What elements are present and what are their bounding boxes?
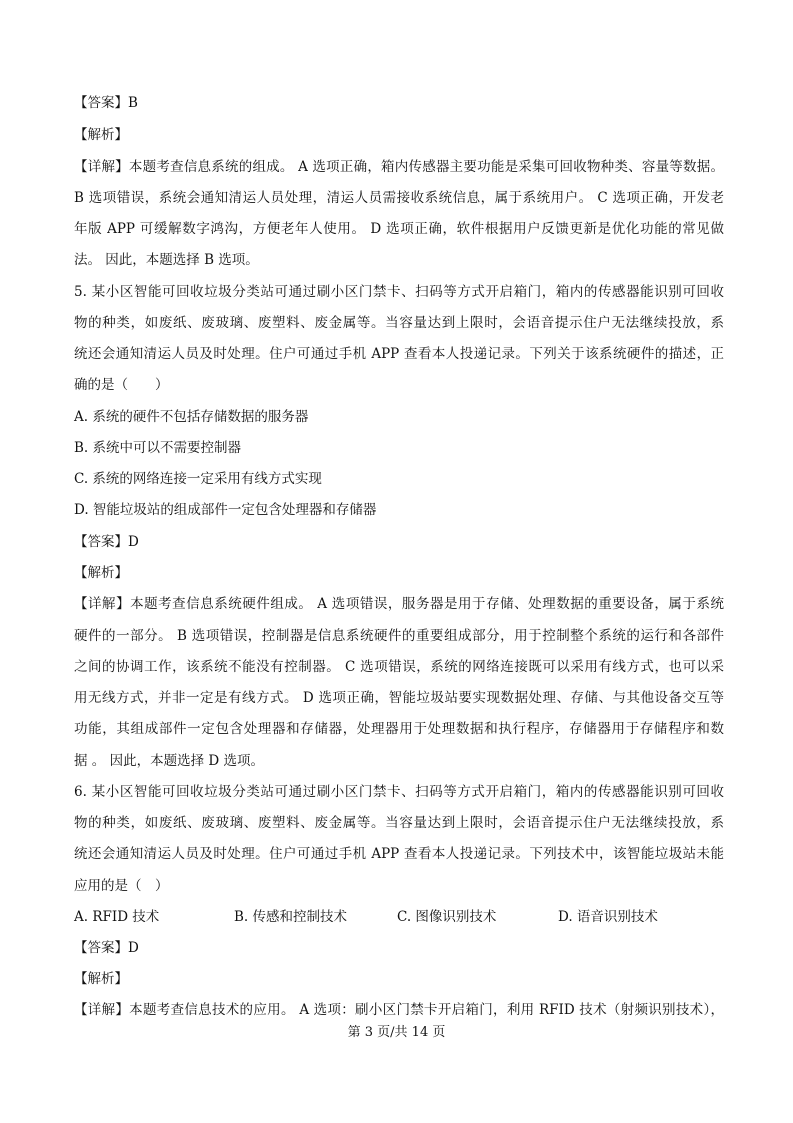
q6-analysis-heading: 【解析】 [74, 971, 128, 987]
q6-option-a: A. RFID 技术 [74, 909, 160, 925]
q5-detail-line: 【详解】本题考查信息系统硬件组成。 A 选项错误，服务器是用于存储、处理数据的重要设备，属于系统 [74, 596, 724, 612]
q5-stem-line: 物的种类，如废纸、废玻璃、废塑料、废金属等。当容量达到上限时，会语音提示住户无法继续投放，系 [74, 315, 724, 331]
q6-stem-line: 统还会通知清运人员及时处理。住户可通过手机 APP 查看本人投递记录。下列技术中，该智能垃圾站未能 [74, 846, 724, 862]
q5-option-d: D. 智能垃圾站的组成部件一定包含处理器和存储器 [74, 502, 377, 518]
q4-detail-line: 【详解】本题考查信息系统的组成。 A 选项正确，箱内传感器主要功能是采集可回收物种类、容量等数据。 [74, 159, 724, 175]
q4-analysis-heading: 【解析】 [74, 127, 128, 143]
q6-detail-line: 【详解】本题考查信息技术的应用。 A 选项：刷小区门禁卡开启箱门，利用 RFID 技术（射频识别技术）， [74, 1002, 724, 1018]
q5-option-a: A. 系统的硬件不包括存储数据的服务器 [74, 409, 309, 425]
q5-detail-line: 据 。 因此，本题选择 D 选项。 [74, 753, 264, 769]
q6-stem-line: 物的种类，如废纸、废玻璃、废塑料、废金属等。当容量达到上限时，会语音提示住户无法继续投放，系 [74, 815, 724, 831]
q5-option-c: C. 系统的网络连接一定采用有线方式实现 [74, 471, 322, 487]
q5-detail-line: 用无线方式，并非一定是有线方式。 D 选项正确，智能垃圾站要实现数据处理、存储、与其他设备交互等 [74, 690, 724, 706]
q4-answer: 【答案】B [74, 95, 138, 111]
q6-stem-line: 应用的是（ ） [74, 878, 169, 894]
q5-answer: 【答案】D [74, 534, 139, 550]
q6-option-b: B. 传感和控制技术 [234, 909, 348, 925]
q5-detail-line: 硬件的一部分。 B 选项错误，控制器是信息系统硬件的重要组成部分，用于控制整个系统的运行和各部件 [74, 628, 724, 644]
q6-option-d: D. 语音识别技术 [558, 909, 658, 925]
q5-stem-line: 统还会通知清运人员及时处理。住户可通过手机 APP 查看本人投递记录。下列关于该系统硬件的描述，正 [74, 346, 724, 362]
q5-detail-line: 之间的协调工作，该系统不能没有控制器。 C 选项错误，系统的网络连接既可以采用有线方式，也可以采 [74, 659, 724, 675]
q6-answer: 【答案】D [74, 940, 139, 956]
q4-detail-line: 年版 APP 可缓解数字鸿沟，方便老年人使用。 D 选项正确，软件根据用户反馈更新是优化功能的常见做 [74, 221, 724, 237]
page-footer: 第 3 页/共 14 页 [347, 1025, 446, 1040]
q6-stem-line: 6. 某小区智能可回收垃圾分类站可通过刷小区门禁卡、扫码等方式开启箱门，箱内的传感器能识别可回收 [74, 784, 724, 800]
q5-option-b: B. 系统中可以不需要控制器 [74, 440, 242, 456]
q5-detail-line: 功能，其组成部件一定包含处理器和存储器，处理器用于处理数据和执行程序，存储器用于存储程序和数 [74, 721, 724, 737]
q5-analysis-heading: 【解析】 [74, 565, 128, 581]
q4-detail-line: B 选项错误，系统会通知清运人员处理，清运人员需接收系统信息，属于系统用户。 C 选项正确，开发老 [74, 190, 724, 206]
q4-detail-line: 法。 因此，本题选择 B 选项。 [74, 252, 259, 268]
q5-stem-line: 5. 某小区智能可回收垃圾分类站可通过刷小区门禁卡、扫码等方式开启箱门，箱内的传感器能识别可回收 [74, 284, 724, 300]
q5-stem-line: 确的是（ ） [74, 377, 169, 393]
q6-option-c: C. 图像识别技术 [397, 909, 497, 925]
